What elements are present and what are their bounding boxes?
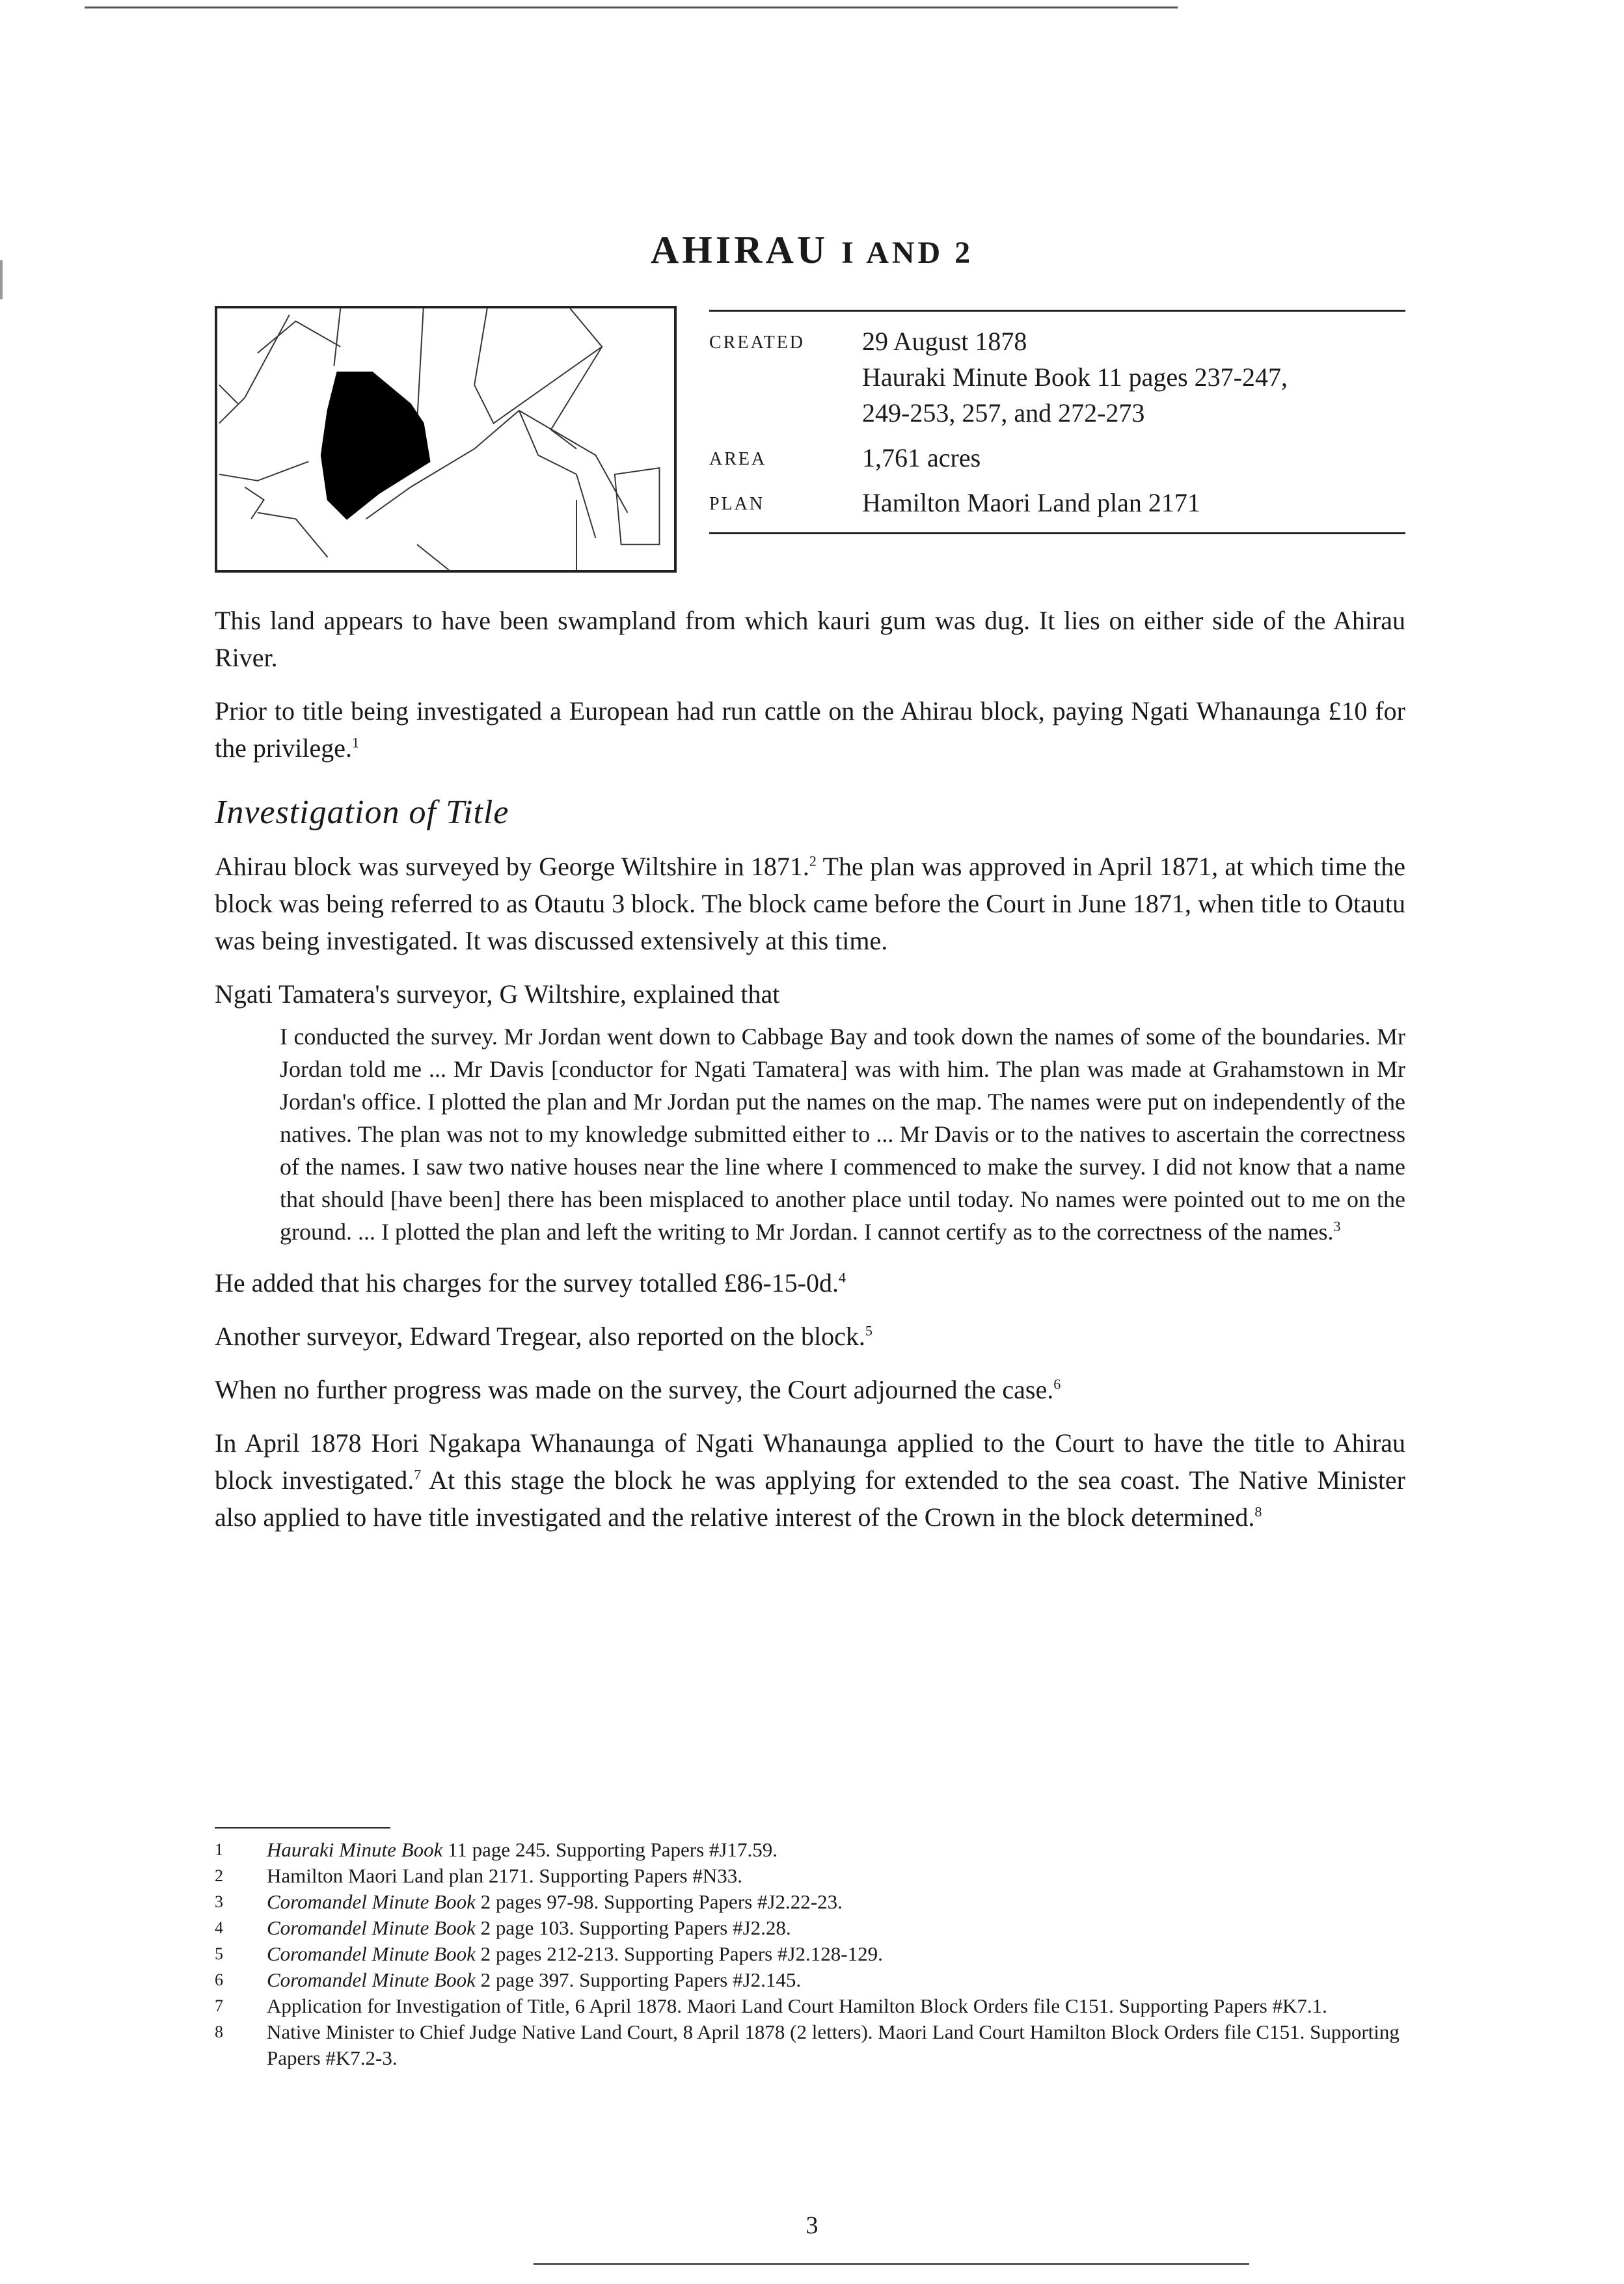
paragraph: Ngati Tamatera's surveyor, G Wiltshire, explained that	[215, 979, 780, 1009]
footnote-ref: 5	[865, 1322, 873, 1339]
footnote-ref: 4	[838, 1269, 846, 1286]
info-value: 249-253, 257, and 272-273	[862, 398, 1145, 428]
footnote-ref: 6	[1053, 1376, 1061, 1393]
info-value: Hauraki Minute Book 11 pages 237-247,	[862, 362, 1288, 392]
paragraph: In April 1878 Hori Ngakapa Whanaunga of Ngati Whanaunga applied to the Court to have the title to Ahirau block investigated.$^7$ At this stage the block he was applying for extended to the sea coast. The Native Minister also applied to have title investigated and the relative interest of the Crown in the block determined.$^8$	[215, 1428, 1406, 1532]
info-value: Hamilton Maori Land plan 2171	[862, 488, 1200, 517]
map-drawing	[217, 308, 674, 570]
scan-edge-top	[85, 7, 1178, 8]
info-value: 29 August 1878	[862, 327, 1027, 356]
block-details-table	[709, 310, 1405, 534]
footnote: 2 Hamilton Maori Land plan 2171. Supporting Papers #N33.	[215, 1864, 742, 1887]
info-label: AREA	[709, 449, 767, 469]
paragraph: This land appears to have been swampland from which kauri gum was dug. It lies on either side of the Ahirau River.	[215, 606, 1405, 672]
title-main: AHIRAU	[650, 228, 829, 271]
footnote: 3 Coromandel Minute Book 2 pages 97-98. Supporting Papers #J2.22-23.	[215, 1890, 843, 1913]
paragraph: Another surveyor, Edward Tregear, also reported on the block.$^5$	[215, 1322, 873, 1351]
footnote-ref: 3	[1333, 1218, 1341, 1234]
ahirau-block-shape	[321, 372, 430, 519]
footnotes	[215, 1837, 1405, 2071]
footnote-ref: 1	[352, 734, 360, 751]
footnote: 7 Application for Investigation of Title, 6 April 1878. Maori Land Court Hamilton Block Orders file C151. Supporting Papers #K7.1.	[215, 1994, 1327, 2017]
footnote: 5 Coromandel Minute Book 2 pages 212-213. Supporting Papers #J2.128-129.	[215, 1942, 883, 1965]
footnote: 1 Hauraki Minute Book 11 page 245. Supporting Papers #J17.59.	[215, 1838, 778, 1861]
location-map	[215, 306, 677, 573]
body-text	[215, 602, 1405, 1552]
title-rest: I AND 2	[841, 236, 974, 270]
info-row-created	[709, 323, 1405, 431]
page-number: 3	[805, 2212, 819, 2239]
paragraph: When no further progress was made on the survey, the Court adjourned the case.$^6$	[215, 1375, 1061, 1404]
footnote-ref: 2	[809, 852, 817, 869]
footnote: 8 Native Minister to Chief Judge Native Land Court, 8 April 1878 (2 letters). Maori Land Court Hamilton Block Orders file C151. Supporting Papers #K7.2-3.	[215, 2020, 1400, 2069]
paragraph: Ahirau block was surveyed by George Wiltshire in 1871.$^2$ The plan was approved in April 1871, at which time the block was being referred to as Otautu 3 block. The block came before the Court in June 1871, when title to Otautu was being investigated. It was discussed extensively at this time.	[215, 852, 1405, 955]
footnote: 6 Coromandel Minute Book 2 page 397. Supporting Papers #J2.145.	[215, 1968, 802, 1991]
block-quote: I conducted the survey. Mr Jordan went down to Cabbage Bay and took down the names of some of the boundaries. Mr Jordan told me ... Mr Davis [conductor for Ngati Tamatera] was with him. The plan was made at Grahamstown in Mr Jordan's office. I plotted the plan and Mr Jordan put the names on the map. The names were put on independently of the natives. The plan was not to my knowledge submitted either to ... Mr Davis or to the natives to ascertain the correctness of the names. I saw two native houses near the line where I commenced to make the survey. I did not know that a name that should [have been] there has been misplaced to another place until today. No names were pointed out to me on the ground. ... I plotted the plan and left the writing to Mr Jordan. I cannot certify as to the correctness of the names.$^3$	[280, 1024, 1405, 1245]
info-value: 1,761 acres	[862, 443, 981, 472]
footnote-divider	[215, 1827, 390, 1829]
info-row-plan	[709, 485, 1405, 521]
footnote-ref: 7	[414, 1466, 422, 1483]
section-heading: Investigation of Title	[215, 794, 509, 831]
scan-edge-bottom	[534, 2263, 1249, 2265]
paragraph: Prior to title being investigated a European had run cattle on the Ahirau block, paying Ngati Whanaunga £10 for the privilege.$^1$	[215, 696, 1405, 763]
paragraph: He added that his charges for the survey totalled £86-15-0d.$^4$	[215, 1268, 846, 1298]
info-label: CREATED	[709, 333, 805, 353]
footnote-ref: 8	[1254, 1503, 1262, 1520]
info-label: PLAN	[709, 494, 765, 514]
page-title	[0, 228, 1624, 273]
info-row-area	[709, 440, 1405, 476]
footnote: 4 Coromandel Minute Book 2 page 103. Supporting Papers #J2.28.	[215, 1916, 791, 1939]
